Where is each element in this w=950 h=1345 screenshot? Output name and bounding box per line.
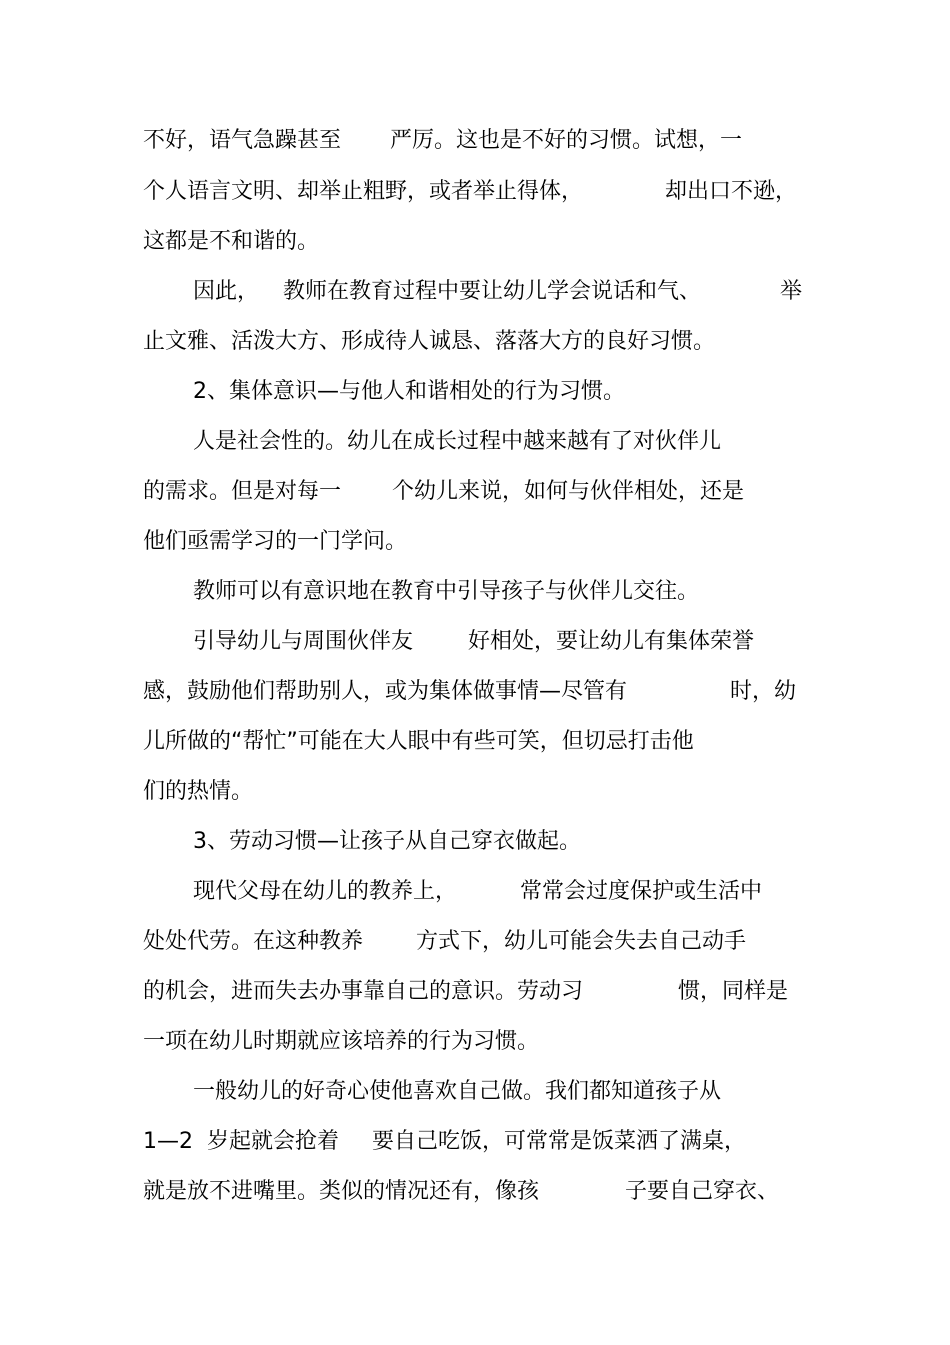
text-line bbox=[0, 975, 789, 1009]
text-line bbox=[0, 225, 320, 259]
text-segment: 严厉。这也是不好的习惯。试想，一 bbox=[390, 128, 743, 153]
text-segment: 1—2 岁起就会抢着 bbox=[143, 1129, 339, 1154]
text-line bbox=[0, 1025, 540, 1059]
text-segment: 一项在幼儿时期就应该培养的行为习惯。 bbox=[143, 1029, 540, 1054]
text-segment: 止文雅、活泼大方、形成待人诚恳、落落大方的良好习惯。 bbox=[143, 329, 716, 354]
text-line bbox=[0, 275, 803, 309]
text-segment: 的需求。但是对每一 bbox=[143, 479, 342, 504]
text-line bbox=[0, 925, 747, 959]
text-line bbox=[0, 1125, 747, 1159]
text-segment: 好相处，要让幼儿有集体荣誉 bbox=[468, 629, 755, 654]
text-segment: 个幼儿来说，如何与伙伴相处，还是 bbox=[392, 479, 745, 504]
text-segment: 教师可以有意识地在教育中引导孩子与伙伴儿交往。 bbox=[193, 579, 700, 604]
text-line bbox=[0, 425, 722, 459]
text-segment: 这都是不和谐的。 bbox=[143, 229, 320, 254]
text-segment: 个人语言文明、却举止粗野，或者举止得体， bbox=[143, 179, 584, 204]
text-line bbox=[0, 725, 694, 759]
text-segment: 子要自己穿衣、 bbox=[625, 1179, 780, 1204]
text-line bbox=[0, 825, 581, 859]
text-line bbox=[0, 124, 743, 158]
text-segment: 现代父母在幼儿的教养上， bbox=[193, 879, 458, 904]
text-segment: 们的热情。 bbox=[143, 779, 254, 804]
section-heading: 2、集体意识—与他人和谐相处的行为习惯。 bbox=[193, 379, 625, 404]
text-line bbox=[0, 875, 763, 909]
text-segment: 他们亟需学习的一门学问。 bbox=[143, 529, 408, 554]
text-segment: 儿所做的“帮忙”可能在大人眼中有些可笑，但切忌打击他 bbox=[143, 729, 694, 754]
text-line bbox=[0, 325, 716, 359]
text-segment: 要自己吃饭，可常常是饭菜洒了满桌， bbox=[372, 1129, 747, 1154]
section-heading: 3、劳动习惯—让孩子从自己穿衣做起。 bbox=[193, 829, 581, 854]
text-segment: 举 bbox=[780, 279, 803, 304]
text-line bbox=[0, 625, 755, 659]
text-segment: 却出口不逊， bbox=[665, 179, 798, 204]
text-segment: 教师在教育过程中要让幼儿学会说话和气、 bbox=[283, 279, 702, 304]
text-line bbox=[0, 1175, 780, 1209]
text-segment: 常常会过度保护或生活中 bbox=[520, 879, 763, 904]
text-line bbox=[0, 675, 797, 709]
text-line bbox=[0, 525, 408, 559]
text-segment: 感，鼓励他们帮助别人，或为集体做事情—尽管有 bbox=[143, 679, 628, 704]
text-line bbox=[0, 775, 254, 809]
text-line bbox=[0, 575, 700, 609]
text-segment: 惯，同样是 bbox=[678, 979, 789, 1004]
text-line bbox=[0, 375, 625, 409]
text-segment: 一般幼儿的好奇心使他喜欢自己做。我们都知道孩子从 bbox=[193, 1079, 722, 1104]
text-segment: 不好，语气急躁甚至 bbox=[143, 128, 342, 153]
text-segment: 就是放不进嘴里。类似的情况还有，像孩 bbox=[143, 1179, 540, 1204]
text-line bbox=[0, 475, 745, 509]
text-segment: 方式下，幼儿可能会失去自己动手 bbox=[416, 929, 747, 954]
text-segment: 时，幼 bbox=[730, 679, 797, 704]
text-line bbox=[0, 1075, 722, 1109]
text-line bbox=[0, 175, 798, 209]
text-segment: 处处代劳。在这种教养 bbox=[143, 929, 364, 954]
text-segment: 引导幼儿与周围伙伴友 bbox=[193, 629, 414, 654]
text-segment: 人是社会性的。幼儿在成长过程中越来越有了对伙伴儿 bbox=[193, 429, 722, 454]
text-segment: 的机会，进而失去办事靠自己的意识。劳动习 bbox=[143, 979, 584, 1004]
text-segment: 因此， bbox=[193, 279, 260, 304]
